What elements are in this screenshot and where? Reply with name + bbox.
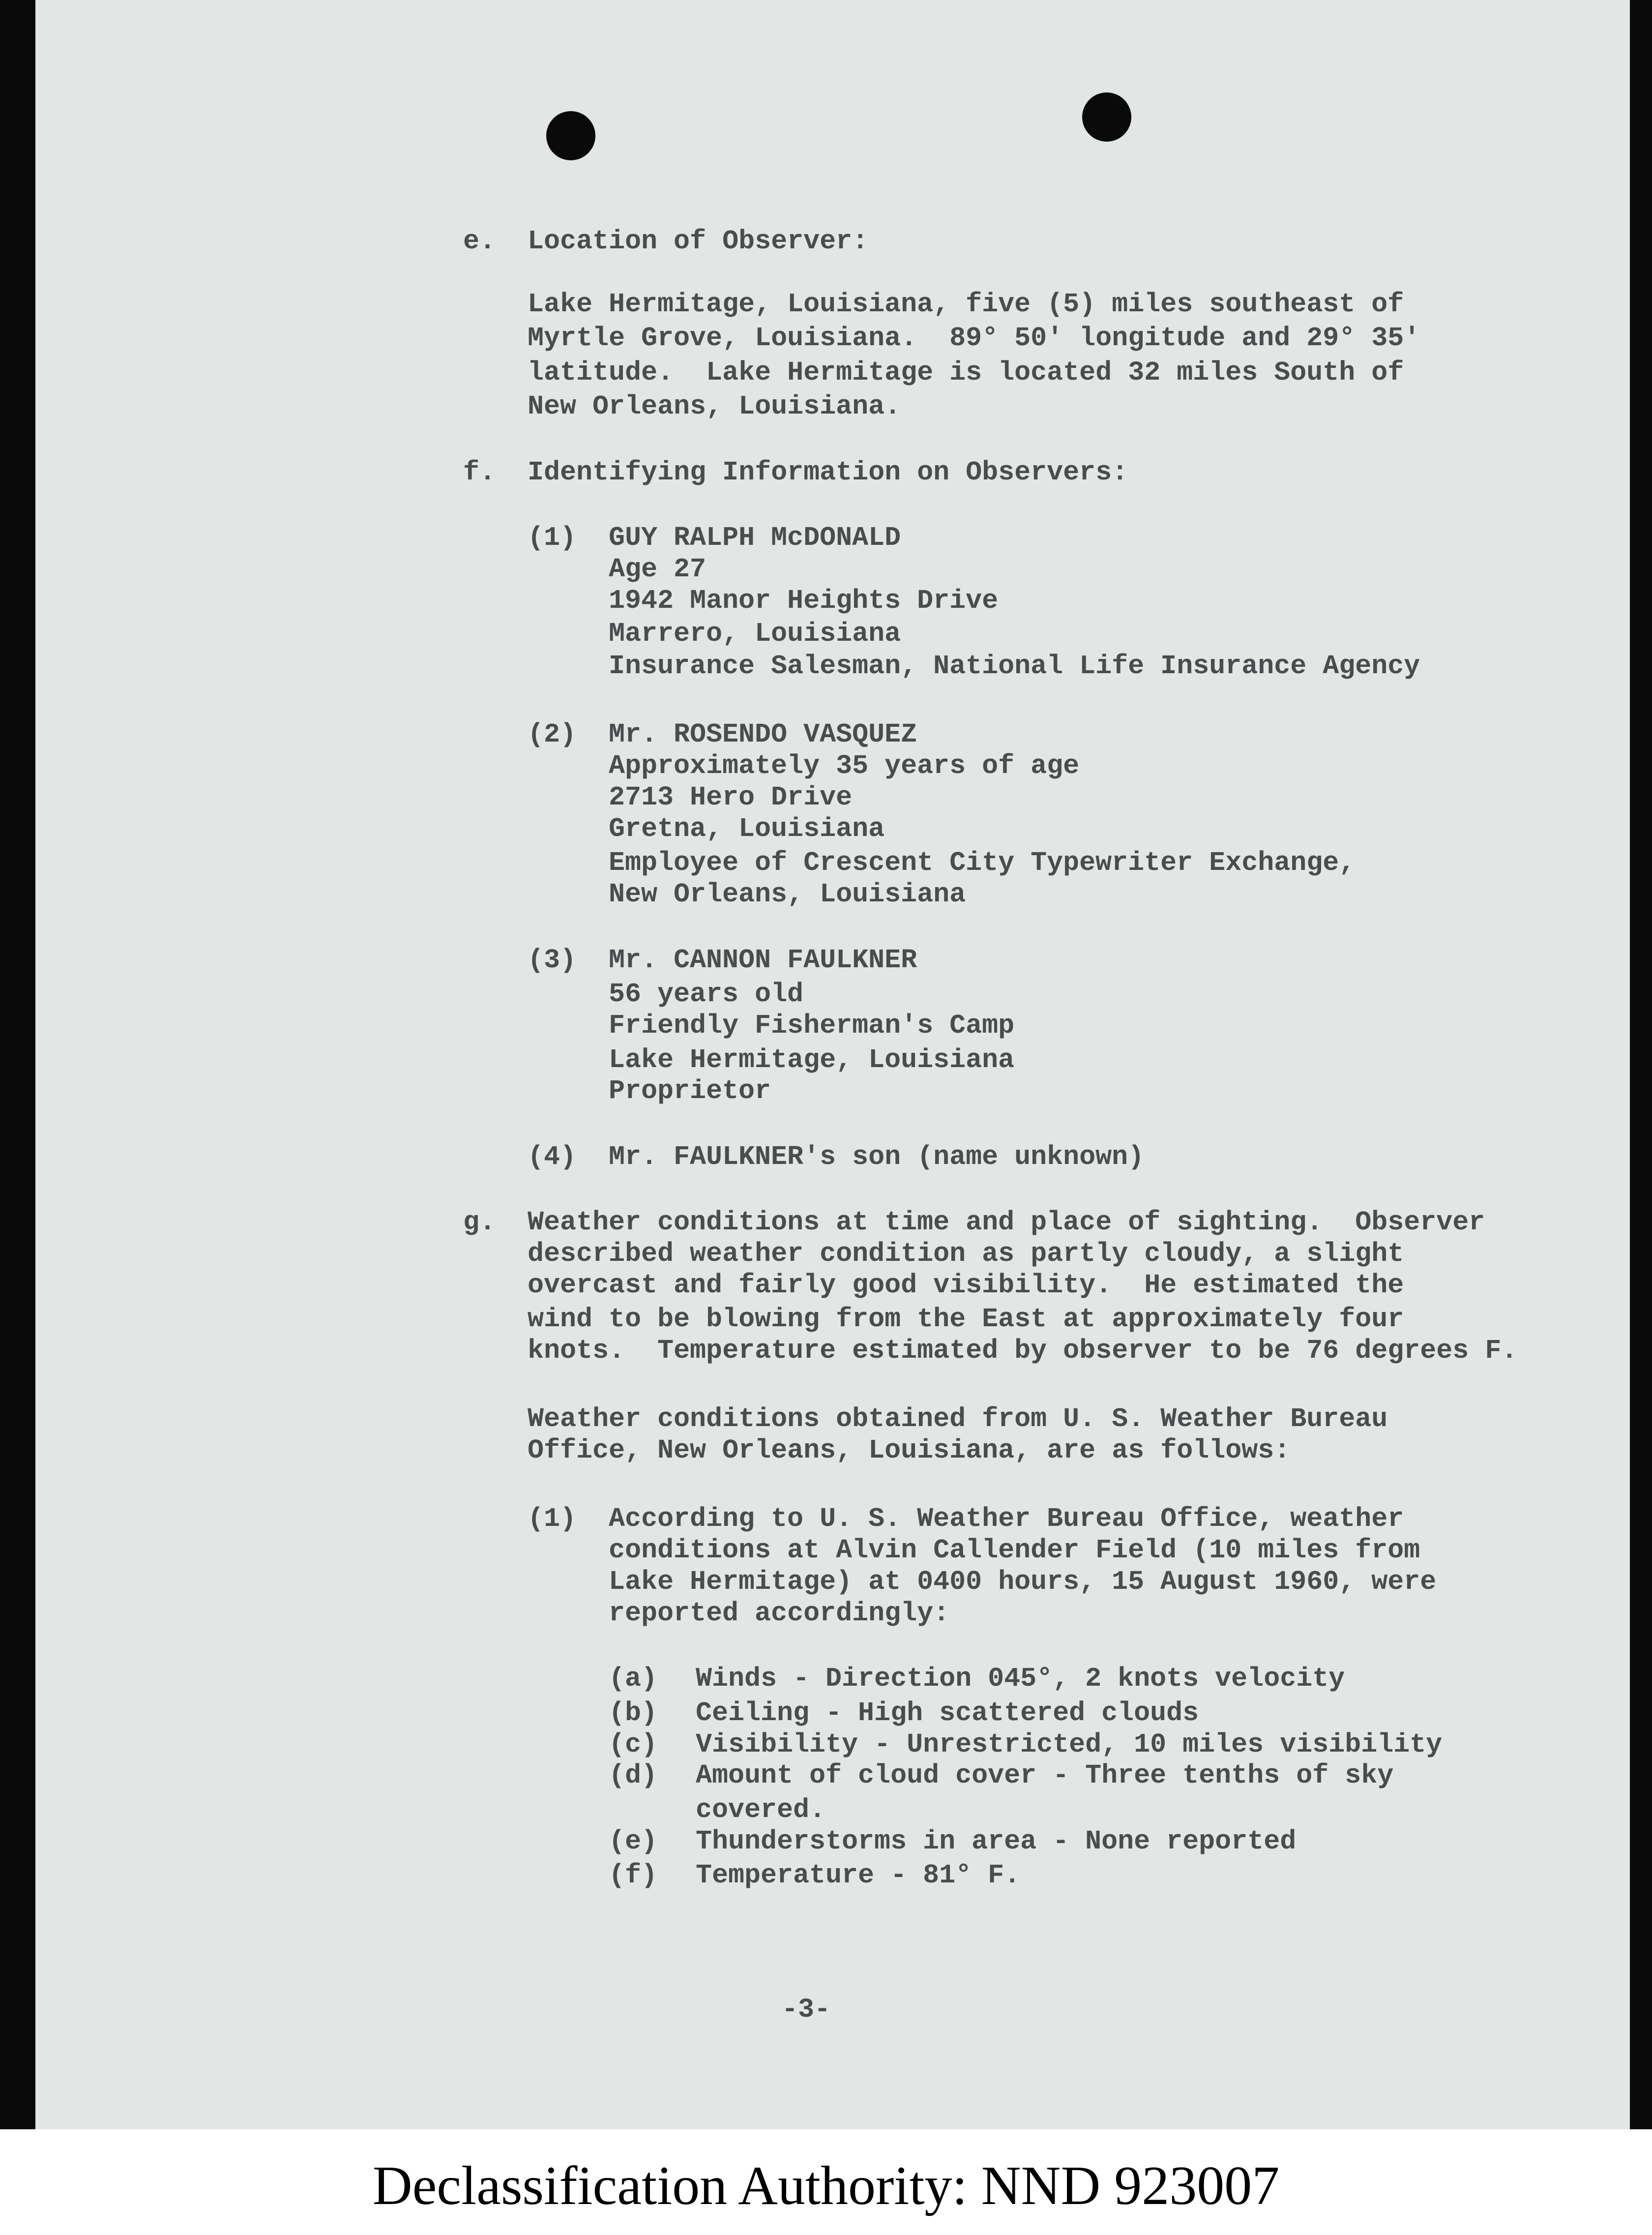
declassification-footer: Declassification Authority: NND 923007 [0,2137,1652,2235]
section-label: g. [463,1207,496,1238]
report-number: (1) [528,1503,577,1534]
weather-item: Winds - Direction 045°, 2 knots velocity [696,1663,1345,1694]
observer-line: Friendly Fisherman's Camp [609,1010,1015,1041]
weather-item: Temperature - 81° F. [696,1860,1021,1891]
section-heading: Identifying Information on Observers: [528,457,1128,488]
section-label: e. [463,226,496,257]
punch-hole [1082,92,1131,142]
paragraph-line: overcast and fairly good visibility. He estimated the [528,1270,1404,1301]
observer-line: 2713 Hero Drive [609,782,853,813]
paragraph-line: Weather conditions at time and place of sighting. Observer [528,1207,1485,1238]
observer-line: Proprietor [609,1075,771,1106]
page-number: -3- [782,1994,831,2025]
paragraph-line: described weather condition as partly cloudy, a slight [528,1238,1404,1269]
observer-line: Mr. ROSENDO VASQUEZ [609,719,917,750]
observer-line: Insurance Salesman, National Life Insurance Agency [609,651,1420,682]
observer-line: Mr. CANNON FAULKNER [609,945,917,976]
weather-item: covered. [696,1794,826,1825]
punch-hole [546,111,595,160]
observer-line: Mr. FAULKNER's son (name unknown) [609,1141,1145,1172]
paragraph-line: Lake Hermitage, Louisiana, five (5) miles southeast of [528,289,1404,320]
item-letter: (d) [609,1760,658,1791]
observer-line: 1942 Manor Heights Drive [609,585,999,616]
item-letter: (c) [609,1729,658,1760]
observer-line: Marrero, Louisiana [609,618,901,649]
paragraph-line: Office, New Orleans, Louisiana, are as follows: [528,1435,1291,1466]
observer-number: (4) [528,1141,577,1172]
paragraph-line: wind to be blowing from the East at approximately four [528,1304,1404,1335]
observer-line: Gretna, Louisiana [609,813,885,844]
item-letter: (a) [609,1663,658,1694]
observer-number: (2) [528,719,577,750]
item-letter: (f) [609,1860,658,1891]
paragraph-line: Weather conditions obtained from U. S. Weather Bureau [528,1403,1388,1434]
observer-line: Lake Hermitage, Louisiana [609,1044,1015,1075]
observer-line: 56 years old [609,979,804,1010]
observer-line: GUY RALPH McDONALD [609,522,901,553]
paragraph-line: Myrtle Grove, Louisiana. 89° 50' longitude and 29° 35' [528,323,1420,354]
report-line: According to U. S. Weather Bureau Office, weather [609,1503,1404,1534]
report-line: reported accordingly: [609,1598,950,1629]
observer-line: New Orleans, Louisiana [609,879,966,910]
observer-number: (3) [528,945,577,976]
paragraph-line: latitude. Lake Hermitage is located 32 miles South of [528,357,1404,388]
paragraph-line: knots. Temperature estimated by observer to be 76 degrees F. [528,1335,1518,1366]
weather-item: Ceiling - High scattered clouds [696,1698,1199,1728]
observer-line: Approximately 35 years of age [609,750,1080,781]
observer-number: (1) [528,522,577,553]
section-label: f. [463,457,496,488]
report-line: Lake Hermitage) at 0400 hours, 15 August 1960, were [609,1566,1437,1597]
weather-item: Visibility - Unrestricted, 10 miles visibility [696,1729,1443,1760]
item-letter: (b) [609,1698,658,1728]
weather-item: Amount of cloud cover - Three tenths of sky [696,1760,1394,1791]
report-line: conditions at Alvin Callender Field (10 miles from [609,1535,1420,1566]
section-heading: Location of Observer: [528,226,869,257]
item-letter: (e) [609,1826,658,1857]
observer-line: Age 27 [609,554,707,585]
observer-line: Employee of Crescent City Typewriter Exchange, [609,847,1356,878]
weather-item: Thunderstorms in area - None reported [696,1826,1297,1857]
paragraph-line: New Orleans, Louisiana. [528,391,901,422]
